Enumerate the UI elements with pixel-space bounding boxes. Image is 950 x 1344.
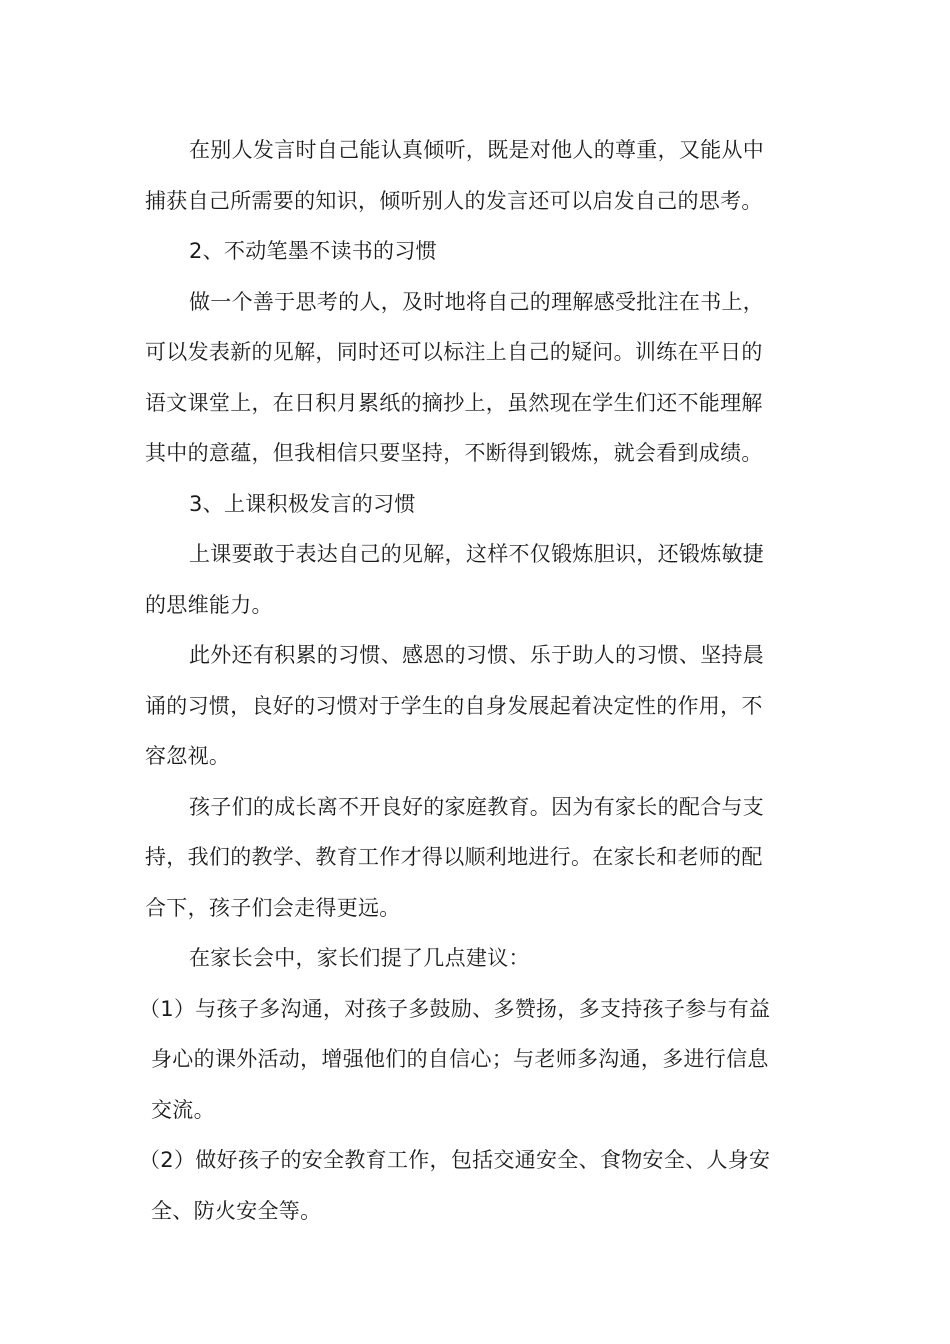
document-page [139, 125, 807, 1236]
text-line: 3、上课积极发言的习惯 [189, 491, 416, 516]
heading-habit-3 [145, 479, 807, 530]
suggestion-item-1 [139, 984, 807, 1136]
text-line: 交流。 [151, 1097, 215, 1122]
text-line: 其中的意蕴，但我相信只要坚持，不断得到锻炼，就会看到成绩。 [145, 441, 763, 465]
text-line: 语文课堂上，在日积月累纸的摘抄上，虽然现在学生们还不能理解 [145, 390, 763, 415]
text-line: 孩子们的成长离不开良好的家庭教育。因为有家长的配合与支 [189, 794, 765, 819]
suggestion-item-2 [139, 1135, 807, 1236]
text-line: （1）与孩子多沟通，对孩子多鼓励、多赞扬，多支持孩子参与有益 [139, 996, 771, 1021]
heading-habit-2 [145, 226, 807, 277]
text-line: 的思维能力。 [145, 592, 273, 617]
paragraph-family-education [145, 782, 807, 934]
text-line: 合下，孩子们会走得更远。 [145, 895, 401, 920]
text-line: 全、防火安全等。 [151, 1198, 322, 1223]
text-line: 上课要敢于表达自己的见解，这样不仅锻炼胆识，还锻炼敏捷 [189, 542, 765, 566]
text-line: 做一个善于思考的人，及时地将自己的理解感受批注在书上， [189, 289, 765, 314]
paragraph-annotation [145, 277, 807, 479]
text-line: 捕获自己所需要的知识，倾听别人的发言还可以启发自己的思考。 [145, 188, 763, 213]
text-line: 持，我们的教学、教育工作才得以顺利地进行。在家长和老师的配 [145, 845, 763, 869]
text-line: 2、不动笔墨不读书的习惯 [189, 239, 437, 263]
text-line: 诵的习惯，良好的习惯对于学生的自身发展起着决定性的作用，不 [145, 693, 763, 718]
text-line: 身心的课外活动，增强他们的自信心；与老师多沟通，多进行信息 [151, 1047, 769, 1071]
text-line: 可以发表新的见解，同时还可以标注上自己的疑问。训练在平日的 [145, 340, 763, 364]
paragraph-speaking [145, 529, 807, 630]
text-line: （2）做好孩子的安全教育工作，包括交通安全、食物安全、人身安 [139, 1148, 771, 1172]
text-line: 此外还有积累的习惯、感恩的习惯、乐于助人的习惯、坚持晨 [189, 643, 765, 667]
paragraph-suggestions-intro [145, 933, 807, 984]
text-line: 在别人发言时自己能认真倾听，既是对他人的尊重，又能从中 [189, 138, 765, 162]
text-line: 容忽视。 [145, 744, 231, 768]
text-line: 在家长会中，家长们提了几点建议： [189, 946, 530, 970]
paragraph-other-habits [145, 630, 807, 782]
paragraph-listening [145, 125, 807, 226]
